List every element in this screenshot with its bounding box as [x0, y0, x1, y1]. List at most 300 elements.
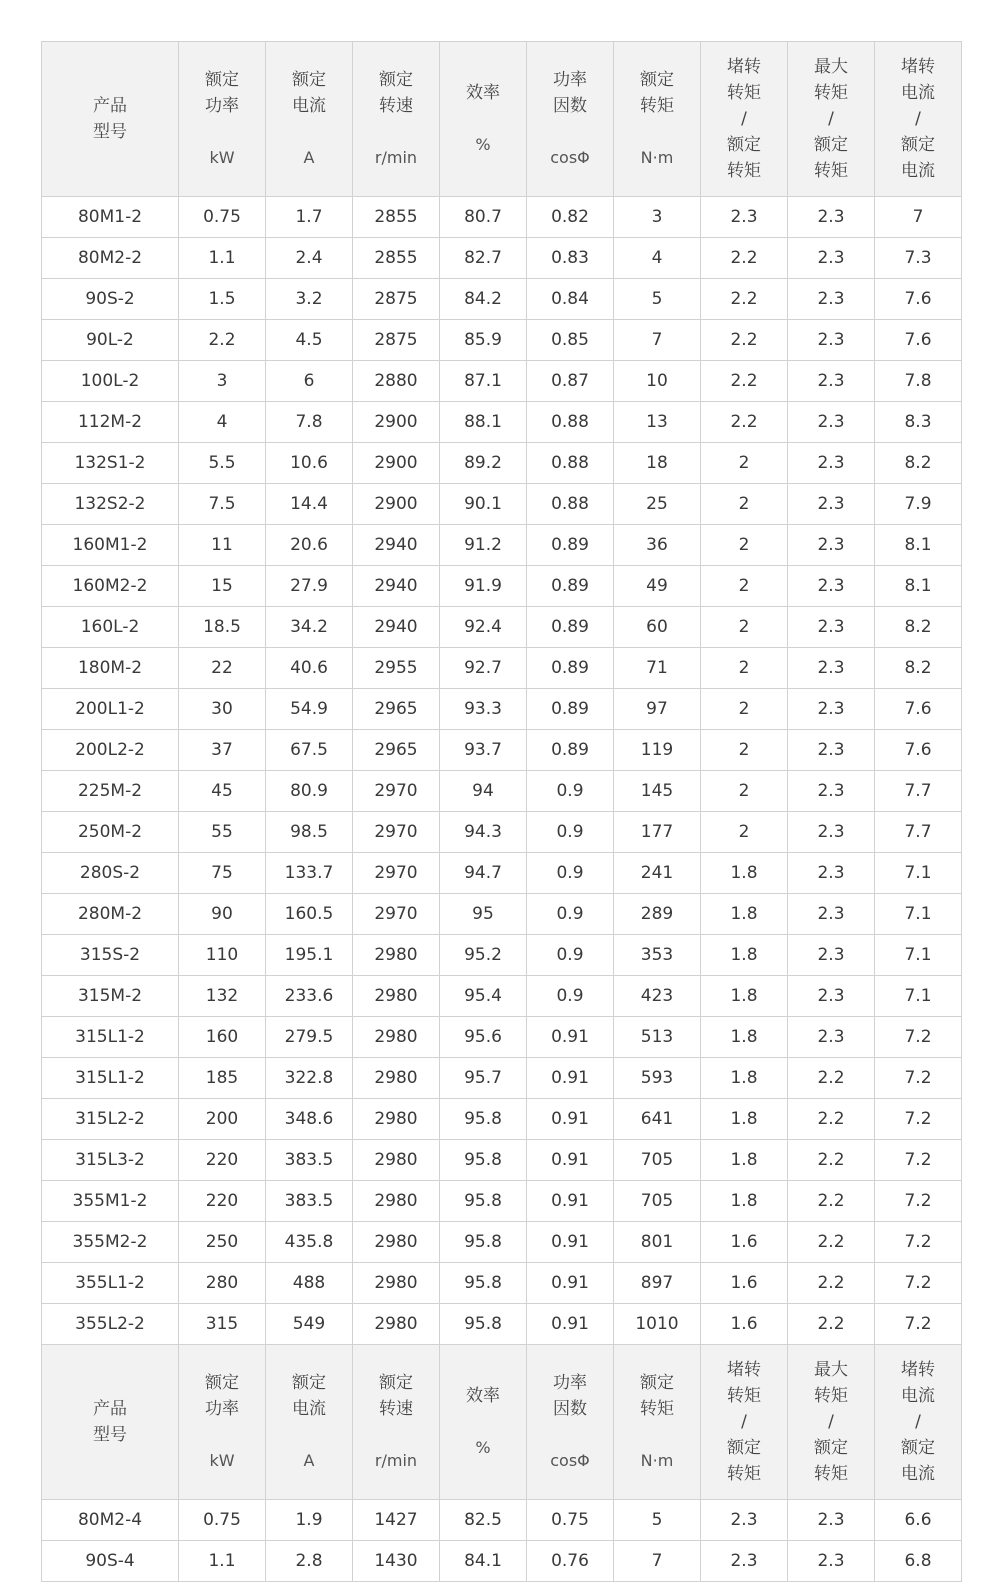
value-cell: 0.91: [527, 1017, 614, 1058]
model-cell: 132S1-2: [42, 443, 179, 484]
table-body: [42, 42, 962, 1582]
value-cell: 220: [179, 1140, 266, 1181]
value-cell: 0.76: [527, 1541, 614, 1582]
table-row: [42, 1541, 962, 1582]
value-cell: 2970: [353, 853, 440, 894]
value-cell: 1.8: [701, 1058, 788, 1099]
header-label-line: 额定: [205, 70, 239, 90]
value-cell: 897: [614, 1263, 701, 1304]
value-cell: 11: [179, 525, 266, 566]
motor-spec-table: [41, 41, 962, 1582]
table-row: [42, 730, 962, 771]
value-cell: 2980: [353, 976, 440, 1017]
header-label-line: 因数: [553, 96, 587, 116]
header-cell-rated-speed: [353, 42, 440, 197]
value-cell: 7.8: [875, 361, 962, 402]
value-cell: 233.6: [266, 976, 353, 1017]
value-cell: 2.3: [788, 361, 875, 402]
header-unit: A: [303, 148, 315, 167]
value-cell: 2.3: [788, 730, 875, 771]
value-cell: 185: [179, 1058, 266, 1099]
value-cell: 2: [701, 484, 788, 525]
value-cell: 0.88: [527, 402, 614, 443]
value-cell: 2.4: [266, 238, 353, 279]
value-cell: 7.2: [875, 1017, 962, 1058]
header-label-line: 电流: [292, 96, 326, 116]
value-cell: 0.83: [527, 238, 614, 279]
value-cell: 0.9: [527, 894, 614, 935]
value-cell: 2875: [353, 320, 440, 361]
header-cell-rated-torque: [614, 42, 701, 197]
header-label-line: 堵转: [901, 1360, 935, 1380]
header-cell-max-torque-ratio: [788, 42, 875, 197]
table-row: [42, 1058, 962, 1099]
value-cell: 2855: [353, 238, 440, 279]
value-cell: 2880: [353, 361, 440, 402]
value-cell: 85.9: [440, 320, 527, 361]
header-label-line: 电流: [901, 1386, 935, 1406]
table-row: [42, 197, 962, 238]
value-cell: 2980: [353, 1058, 440, 1099]
value-cell: 7.7: [875, 812, 962, 853]
value-cell: 0.91: [527, 1181, 614, 1222]
header-label-line: 额定: [901, 1438, 935, 1458]
value-cell: 1.8: [701, 894, 788, 935]
value-cell: 34.2: [266, 607, 353, 648]
table-row: [42, 1304, 962, 1345]
value-cell: 2900: [353, 443, 440, 484]
header-label-line: 转速: [379, 96, 413, 116]
value-cell: 67.5: [266, 730, 353, 771]
value-cell: 2970: [353, 771, 440, 812]
value-cell: 87.1: [440, 361, 527, 402]
value-cell: 0.75: [179, 1500, 266, 1541]
value-cell: 0.91: [527, 1222, 614, 1263]
value-cell: 2.3: [788, 853, 875, 894]
value-cell: 7.2: [875, 1263, 962, 1304]
header-label-line: 额定: [814, 135, 848, 155]
value-cell: 14.4: [266, 484, 353, 525]
value-cell: 2.2: [701, 320, 788, 361]
header-label-line: 转矩: [814, 161, 848, 181]
model-cell: 100L-2: [42, 361, 179, 402]
header-cell-rated-current: [266, 42, 353, 197]
header-label-line: 产品: [93, 1399, 127, 1419]
value-cell: 54.9: [266, 689, 353, 730]
header-label-line: 功率: [553, 1373, 587, 1393]
value-cell: 705: [614, 1140, 701, 1181]
value-cell: 1.8: [701, 1140, 788, 1181]
model-cell: 355L1-2: [42, 1263, 179, 1304]
header-unit: %: [475, 135, 491, 154]
header-unit: A: [303, 1451, 315, 1470]
header-label-line: 转矩: [727, 83, 761, 103]
header-label-line: 额定: [640, 70, 674, 90]
header-label-line: 型号: [93, 1425, 127, 1445]
value-cell: 2.2: [788, 1304, 875, 1345]
header-unit: N·m: [640, 1451, 674, 1470]
value-cell: 7.6: [875, 730, 962, 771]
value-cell: 435.8: [266, 1222, 353, 1263]
value-cell: 49: [614, 566, 701, 607]
header-label-line: 额定: [379, 1373, 413, 1393]
value-cell: 2.2: [179, 320, 266, 361]
header-label-line: 转矩: [727, 161, 761, 181]
table-row: [42, 894, 962, 935]
value-cell: 1.6: [701, 1222, 788, 1263]
header-label-line: 堵转: [727, 1360, 761, 1380]
header-cell-efficiency: [440, 42, 527, 197]
value-cell: 95: [440, 894, 527, 935]
header-label-line: 转矩: [640, 1399, 674, 1419]
value-cell: 95.8: [440, 1263, 527, 1304]
value-cell: 2970: [353, 894, 440, 935]
value-cell: 18.5: [179, 607, 266, 648]
value-cell: 92.7: [440, 648, 527, 689]
value-cell: 2955: [353, 648, 440, 689]
value-cell: 423: [614, 976, 701, 1017]
value-cell: 2965: [353, 730, 440, 771]
header-label-line: 额定: [640, 1373, 674, 1393]
header-label-line: 转矩: [814, 1386, 848, 1406]
value-cell: 20.6: [266, 525, 353, 566]
value-cell: 322.8: [266, 1058, 353, 1099]
value-cell: 0.9: [527, 853, 614, 894]
value-cell: 0.82: [527, 197, 614, 238]
value-cell: 8.2: [875, 648, 962, 689]
header-label-line: 最大: [814, 57, 848, 77]
value-cell: 40.6: [266, 648, 353, 689]
model-cell: 280M-2: [42, 894, 179, 935]
value-cell: 1.5: [179, 279, 266, 320]
model-cell: 315L3-2: [42, 1140, 179, 1181]
value-cell: 84.2: [440, 279, 527, 320]
value-cell: 0.89: [527, 607, 614, 648]
model-cell: 200L1-2: [42, 689, 179, 730]
value-cell: 2.2: [788, 1222, 875, 1263]
header-label-line: 产品: [93, 96, 127, 116]
value-cell: 241: [614, 853, 701, 894]
value-cell: 2980: [353, 1304, 440, 1345]
header-label-line: 功率: [205, 1399, 239, 1419]
header-unit: r/min: [374, 148, 418, 167]
value-cell: 90.1: [440, 484, 527, 525]
table-row: [42, 525, 962, 566]
header-unit: kW: [209, 1451, 235, 1470]
model-cell: 160L-2: [42, 607, 179, 648]
value-cell: 2.3: [788, 320, 875, 361]
value-cell: 90: [179, 894, 266, 935]
value-cell: 37: [179, 730, 266, 771]
value-cell: 160: [179, 1017, 266, 1058]
value-cell: 119: [614, 730, 701, 771]
value-cell: 2.2: [788, 1263, 875, 1304]
header-cell-model: [42, 1345, 179, 1500]
value-cell: 94.7: [440, 853, 527, 894]
value-cell: 250: [179, 1222, 266, 1263]
value-cell: 2.3: [788, 238, 875, 279]
header-unit: cosΦ: [550, 148, 590, 167]
header-label-line: 堵转: [901, 57, 935, 77]
value-cell: 7.2: [875, 1304, 962, 1345]
value-cell: 0.9: [527, 771, 614, 812]
value-cell: 195.1: [266, 935, 353, 976]
value-cell: 705: [614, 1181, 701, 1222]
value-cell: 0.89: [527, 525, 614, 566]
value-cell: 60: [614, 607, 701, 648]
value-cell: 8.1: [875, 566, 962, 607]
value-cell: 2.3: [788, 1500, 875, 1541]
value-cell: 82.5: [440, 1500, 527, 1541]
value-cell: 2.3: [788, 197, 875, 238]
header-label-line: 效率: [466, 1386, 500, 1406]
header-label-line: 转矩: [640, 96, 674, 116]
value-cell: 7.1: [875, 853, 962, 894]
value-cell: 279.5: [266, 1017, 353, 1058]
table-row: [42, 402, 962, 443]
table-row: [42, 443, 962, 484]
value-cell: 7.9: [875, 484, 962, 525]
value-cell: 4: [614, 238, 701, 279]
value-cell: 3.2: [266, 279, 353, 320]
model-cell: 132S2-2: [42, 484, 179, 525]
value-cell: 3: [179, 361, 266, 402]
value-cell: 160.5: [266, 894, 353, 935]
table-row: [42, 1500, 962, 1541]
header-cell-rated-current: [266, 1345, 353, 1500]
value-cell: 289: [614, 894, 701, 935]
value-cell: 2: [701, 689, 788, 730]
header-unit: cosΦ: [550, 1451, 590, 1470]
value-cell: 89.2: [440, 443, 527, 484]
value-cell: 2980: [353, 1263, 440, 1304]
value-cell: 2940: [353, 607, 440, 648]
model-cell: 355M2-2: [42, 1222, 179, 1263]
value-cell: 132: [179, 976, 266, 1017]
value-cell: 10.6: [266, 443, 353, 484]
value-cell: 15: [179, 566, 266, 607]
value-cell: 95.8: [440, 1304, 527, 1345]
value-cell: 0.87: [527, 361, 614, 402]
model-cell: 280S-2: [42, 853, 179, 894]
value-cell: 0.75: [527, 1500, 614, 1541]
value-cell: 177: [614, 812, 701, 853]
model-cell: 80M1-2: [42, 197, 179, 238]
table-row: [42, 484, 962, 525]
value-cell: 488: [266, 1263, 353, 1304]
header-label-line: 电流: [292, 1399, 326, 1419]
value-cell: 7.1: [875, 935, 962, 976]
header-unit: N·m: [640, 148, 674, 167]
table-row: [42, 279, 962, 320]
value-cell: 0.91: [527, 1058, 614, 1099]
table-row: [42, 361, 962, 402]
header-row: [42, 42, 962, 197]
value-cell: 2.8: [266, 1541, 353, 1582]
value-cell: 4: [179, 402, 266, 443]
value-cell: 2980: [353, 1181, 440, 1222]
value-cell: 1.7: [266, 197, 353, 238]
value-cell: 1427: [353, 1500, 440, 1541]
value-cell: 2.2: [701, 402, 788, 443]
table-row: [42, 1140, 962, 1181]
value-cell: 1.8: [701, 935, 788, 976]
header-unit: kW: [209, 148, 235, 167]
table-row: [42, 1181, 962, 1222]
value-cell: 1430: [353, 1541, 440, 1582]
value-cell: 6.8: [875, 1541, 962, 1582]
value-cell: 513: [614, 1017, 701, 1058]
value-cell: 4.5: [266, 320, 353, 361]
value-cell: 7: [614, 1541, 701, 1582]
header-label-line: 电流: [901, 1464, 935, 1484]
value-cell: 549: [266, 1304, 353, 1345]
value-cell: 2900: [353, 484, 440, 525]
header-cell-locked-current-ratio: [875, 42, 962, 197]
value-cell: 0.89: [527, 566, 614, 607]
header-label-line: 转矩: [727, 1464, 761, 1484]
value-cell: 2.3: [788, 812, 875, 853]
value-cell: 7.2: [875, 1058, 962, 1099]
value-cell: 92.4: [440, 607, 527, 648]
header-label-line: 额定: [379, 70, 413, 90]
model-cell: 112M-2: [42, 402, 179, 443]
value-cell: 2.3: [788, 607, 875, 648]
header-label-line: 型号: [93, 122, 127, 142]
value-cell: 2.3: [701, 197, 788, 238]
table-row: [42, 935, 962, 976]
header-label-line: 功率: [553, 70, 587, 90]
header-unit: r/min: [374, 1451, 418, 1470]
value-cell: 88.1: [440, 402, 527, 443]
value-cell: 91.9: [440, 566, 527, 607]
value-cell: 3: [614, 197, 701, 238]
header-cell-efficiency: [440, 1345, 527, 1500]
table-row: [42, 853, 962, 894]
value-cell: 6: [266, 361, 353, 402]
value-cell: 280: [179, 1263, 266, 1304]
value-cell: 2: [701, 566, 788, 607]
value-cell: 2.2: [788, 1058, 875, 1099]
value-cell: 2.3: [788, 402, 875, 443]
value-cell: 10: [614, 361, 701, 402]
header-label-line: 最大: [814, 1360, 848, 1380]
header-label-line: /: [741, 109, 747, 129]
model-cell: 315L2-2: [42, 1099, 179, 1140]
value-cell: 0.88: [527, 484, 614, 525]
value-cell: 0.91: [527, 1263, 614, 1304]
header-cell-power-factor: [527, 42, 614, 197]
value-cell: 93.3: [440, 689, 527, 730]
value-cell: 2.2: [701, 238, 788, 279]
header-label-line: 功率: [205, 96, 239, 116]
value-cell: 2.3: [701, 1500, 788, 1541]
value-cell: 2855: [353, 197, 440, 238]
value-cell: 220: [179, 1181, 266, 1222]
value-cell: 2.3: [701, 1541, 788, 1582]
header-label-line: 电流: [901, 161, 935, 181]
value-cell: 6.6: [875, 1500, 962, 1541]
header-label-line: 额定: [292, 1373, 326, 1393]
value-cell: 315: [179, 1304, 266, 1345]
value-cell: 110: [179, 935, 266, 976]
value-cell: 7.6: [875, 279, 962, 320]
value-cell: 95.6: [440, 1017, 527, 1058]
table-row: [42, 238, 962, 279]
header-label-line: 效率: [466, 83, 500, 103]
value-cell: 2.2: [701, 279, 788, 320]
value-cell: 7.2: [875, 1181, 962, 1222]
value-cell: 1.8: [701, 1017, 788, 1058]
value-cell: 2: [701, 812, 788, 853]
value-cell: 2: [701, 648, 788, 689]
value-cell: 1.8: [701, 1181, 788, 1222]
value-cell: 641: [614, 1099, 701, 1140]
header-row: [42, 1345, 962, 1500]
header-label-line: 堵转: [727, 57, 761, 77]
header-cell-power-factor: [527, 1345, 614, 1500]
value-cell: 2.3: [788, 484, 875, 525]
table-row: [42, 607, 962, 648]
table-row: [42, 648, 962, 689]
value-cell: 0.9: [527, 812, 614, 853]
header-label-line: 电流: [901, 83, 935, 103]
table-row: [42, 1017, 962, 1058]
value-cell: 0.9: [527, 935, 614, 976]
value-cell: 95.4: [440, 976, 527, 1017]
value-cell: 2.2: [701, 361, 788, 402]
header-label-line: 转矩: [727, 1386, 761, 1406]
value-cell: 1.1: [179, 1541, 266, 1582]
value-cell: 22: [179, 648, 266, 689]
value-cell: 2.3: [788, 648, 875, 689]
header-label-line: /: [828, 1412, 834, 1432]
value-cell: 2.3: [788, 689, 875, 730]
value-cell: 18: [614, 443, 701, 484]
table-row: [42, 1263, 962, 1304]
value-cell: 2940: [353, 525, 440, 566]
value-cell: 45: [179, 771, 266, 812]
header-label-line: /: [915, 109, 921, 129]
table-row: [42, 771, 962, 812]
header-label-line: 额定: [292, 70, 326, 90]
table-row: [42, 689, 962, 730]
value-cell: 5: [614, 279, 701, 320]
value-cell: 1.8: [701, 1099, 788, 1140]
value-cell: 7.3: [875, 238, 962, 279]
value-cell: 383.5: [266, 1181, 353, 1222]
value-cell: 75: [179, 853, 266, 894]
header-cell-locked-torque-ratio: [701, 1345, 788, 1500]
table-row: [42, 1099, 962, 1140]
value-cell: 1.6: [701, 1304, 788, 1345]
value-cell: 8.2: [875, 443, 962, 484]
header-cell-rated-power: [179, 1345, 266, 1500]
model-cell: 160M2-2: [42, 566, 179, 607]
value-cell: 133.7: [266, 853, 353, 894]
header-cell-locked-current-ratio: [875, 1345, 962, 1500]
value-cell: 1.9: [266, 1500, 353, 1541]
value-cell: 1.6: [701, 1263, 788, 1304]
header-cell-locked-torque-ratio: [701, 42, 788, 197]
value-cell: 0.89: [527, 730, 614, 771]
value-cell: 80.9: [266, 771, 353, 812]
header-cell-rated-torque: [614, 1345, 701, 1500]
model-cell: 90S-2: [42, 279, 179, 320]
value-cell: 97: [614, 689, 701, 730]
value-cell: 8.1: [875, 525, 962, 566]
value-cell: 2940: [353, 566, 440, 607]
